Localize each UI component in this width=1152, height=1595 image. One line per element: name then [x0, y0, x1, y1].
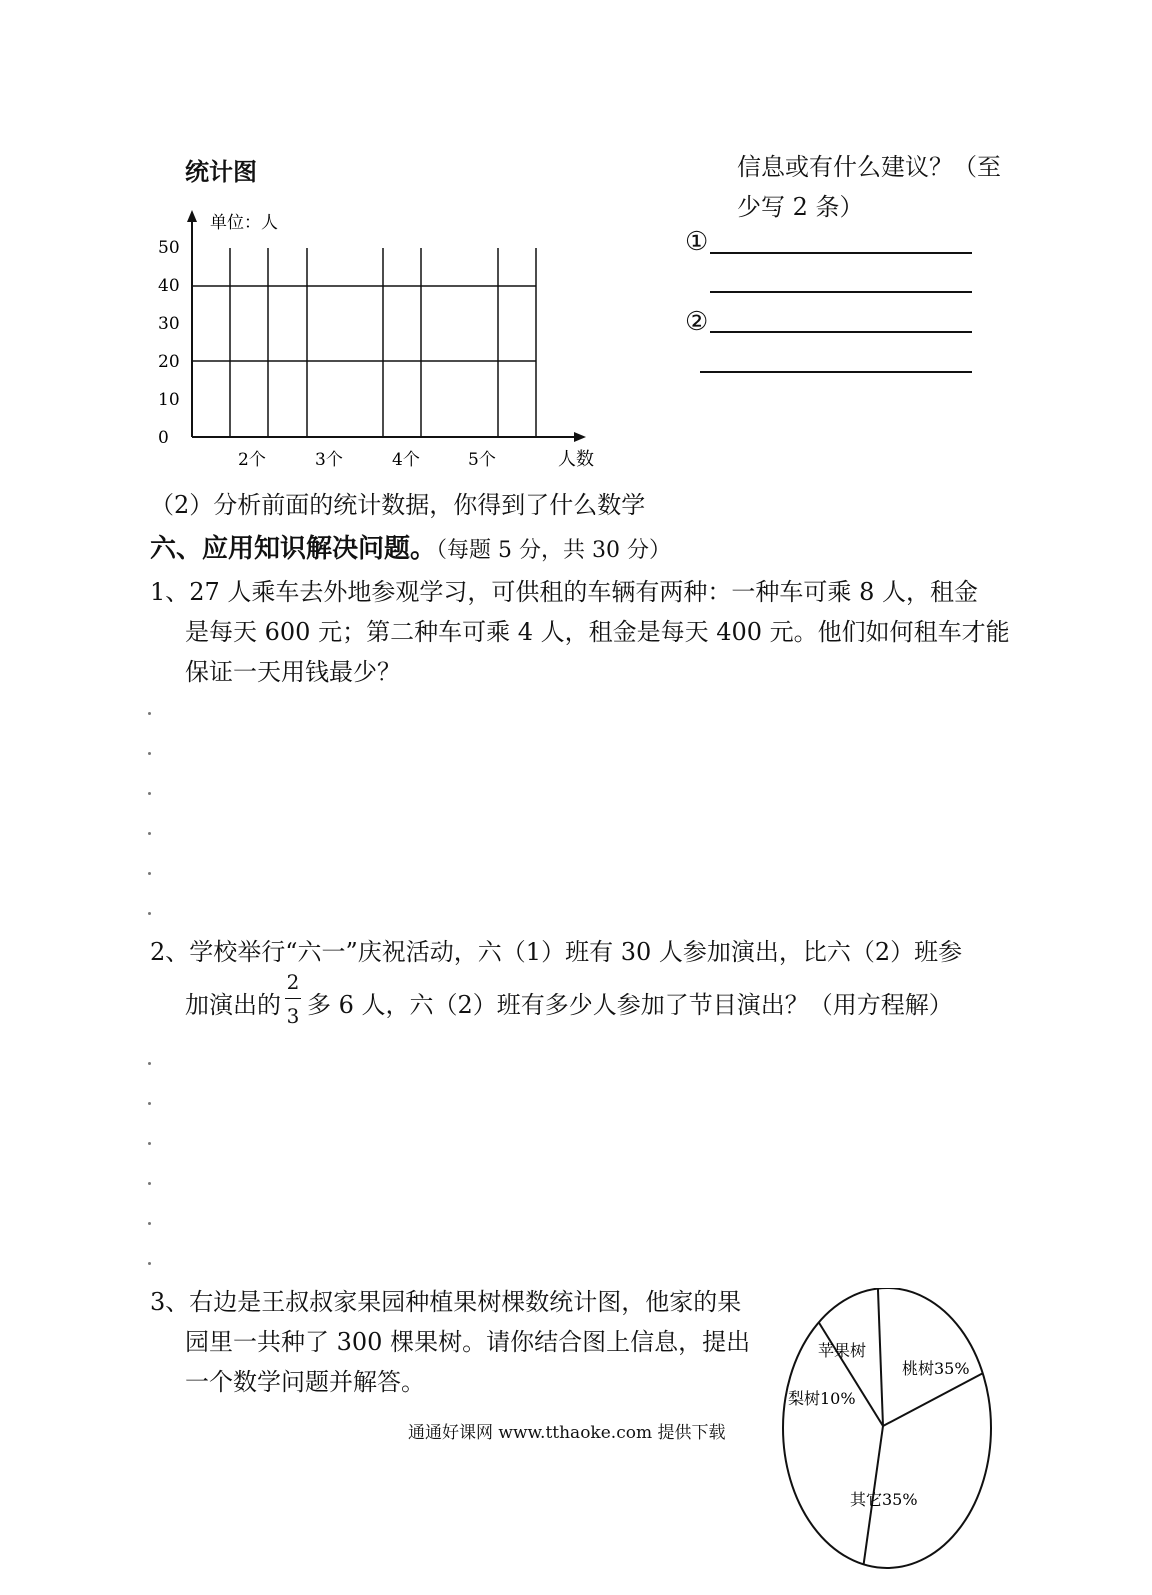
- answer-dot: [148, 712, 151, 715]
- answer-blank-1b[interactable]: [710, 291, 972, 293]
- q1-line1: 1、27 人乘车去外地参观学习，可供租的车辆有两种：一种车可乘 8 人，租金: [150, 578, 978, 606]
- x-tick-label: 5个: [468, 450, 496, 470]
- part2-question: （2）分析前面的统计数据，你得到了什么数学: [150, 491, 646, 519]
- horizontal-grid-lines: [192, 286, 536, 361]
- x-tick-labels: [238, 450, 496, 470]
- y-tick-labels: [158, 238, 180, 448]
- pie-label-peach: 桃树35%: [902, 1359, 970, 1378]
- pie-slice-divider: [819, 1322, 883, 1426]
- answer-blank-2a[interactable]: [710, 331, 972, 333]
- answer-marker-1: ①: [685, 227, 709, 257]
- answer-dot: [148, 832, 151, 835]
- q1-line3: 保证一天用钱最少？: [185, 658, 401, 686]
- section6-title: 六、应用知识解决问题。: [150, 534, 437, 564]
- x-tick-label: 2个: [238, 450, 266, 470]
- answer-dot: [148, 752, 151, 755]
- fraction-numerator: 2: [286, 970, 300, 994]
- q2-line1: 2、学校举行“六一”庆祝活动，六（1）班有 30 人参加演出，比六（2）班参: [150, 938, 963, 966]
- q3-line3: 一个数学问题并解答。: [185, 1368, 425, 1396]
- pie-slice-divider: [878, 1289, 883, 1426]
- q2-line2a: 加演出的: [185, 991, 281, 1019]
- answer-dot: [148, 912, 151, 915]
- q2-line2b: 多 6 人，六（2）班有多少人参加了节目演出？（用方程解）: [307, 991, 953, 1019]
- pie-label-other: 其它35%: [850, 1490, 918, 1509]
- answer-blank-2b[interactable]: [700, 371, 972, 373]
- right-question-line2: 少写 2 条）: [737, 193, 864, 221]
- statistics-grid-chart: [150, 200, 620, 480]
- y-tick-label: 10: [158, 390, 180, 410]
- pie-outline: [783, 1288, 991, 1568]
- fraction-bar: [285, 998, 301, 999]
- x-tick-label: 4个: [392, 450, 420, 470]
- section6-heading: [150, 528, 671, 565]
- pie-label-apple: 苹果树: [818, 1341, 867, 1360]
- answer-dot: [148, 1102, 151, 1105]
- q3-line1: 3、右边是王叔叔家果园种植果树棵数统计图，他家的果: [150, 1288, 742, 1316]
- y-tick-label: 40: [158, 276, 180, 296]
- answer-dot: [148, 1182, 151, 1185]
- y-tick-label: 0: [158, 428, 169, 448]
- pie-slices: [819, 1289, 983, 1565]
- pie-slice-divider: [883, 1373, 983, 1426]
- x-axis-label: 人数: [558, 449, 594, 470]
- x-tick-label: 3个: [315, 450, 343, 470]
- orchard-pie-chart: [780, 1288, 1000, 1573]
- right-question-line1: 信息或有什么建议？（至: [737, 153, 1001, 181]
- unit-label: 单位：人: [210, 213, 278, 233]
- x-axis-arrow: [574, 432, 586, 442]
- answer-dot: [148, 1222, 151, 1225]
- fraction-denominator: 3: [286, 1004, 300, 1028]
- answer-blank-1a[interactable]: [710, 252, 972, 254]
- y-axis-arrow: [187, 210, 197, 222]
- footer-source: 通通好课网 www.tthaoke.com 提供下载: [408, 1423, 726, 1443]
- answer-dot: [148, 1262, 151, 1265]
- answer-marker-2: ②: [685, 307, 709, 337]
- answer-dot: [148, 872, 151, 875]
- answer-dot: [148, 792, 151, 795]
- q1-line2: 是每天 600 元；第二种车可乘 4 人，租金是每天 400 元。他们如何租车才能: [185, 618, 1010, 646]
- y-tick-label: 50: [158, 238, 180, 258]
- chart-title: 统计图: [185, 157, 257, 186]
- answer-dot: [148, 1142, 151, 1145]
- pie-label-pear: 梨树10%: [788, 1389, 856, 1408]
- vertical-grid-lines: [230, 248, 536, 437]
- section6-score: （每题 5 分，共 30 分）: [436, 538, 671, 563]
- y-tick-label: 20: [158, 352, 180, 372]
- q3-line2: 园里一共种了 300 棵果树。请你结合图上信息，提出: [185, 1328, 751, 1356]
- answer-dot: [148, 1062, 151, 1065]
- y-tick-label: 30: [158, 314, 180, 334]
